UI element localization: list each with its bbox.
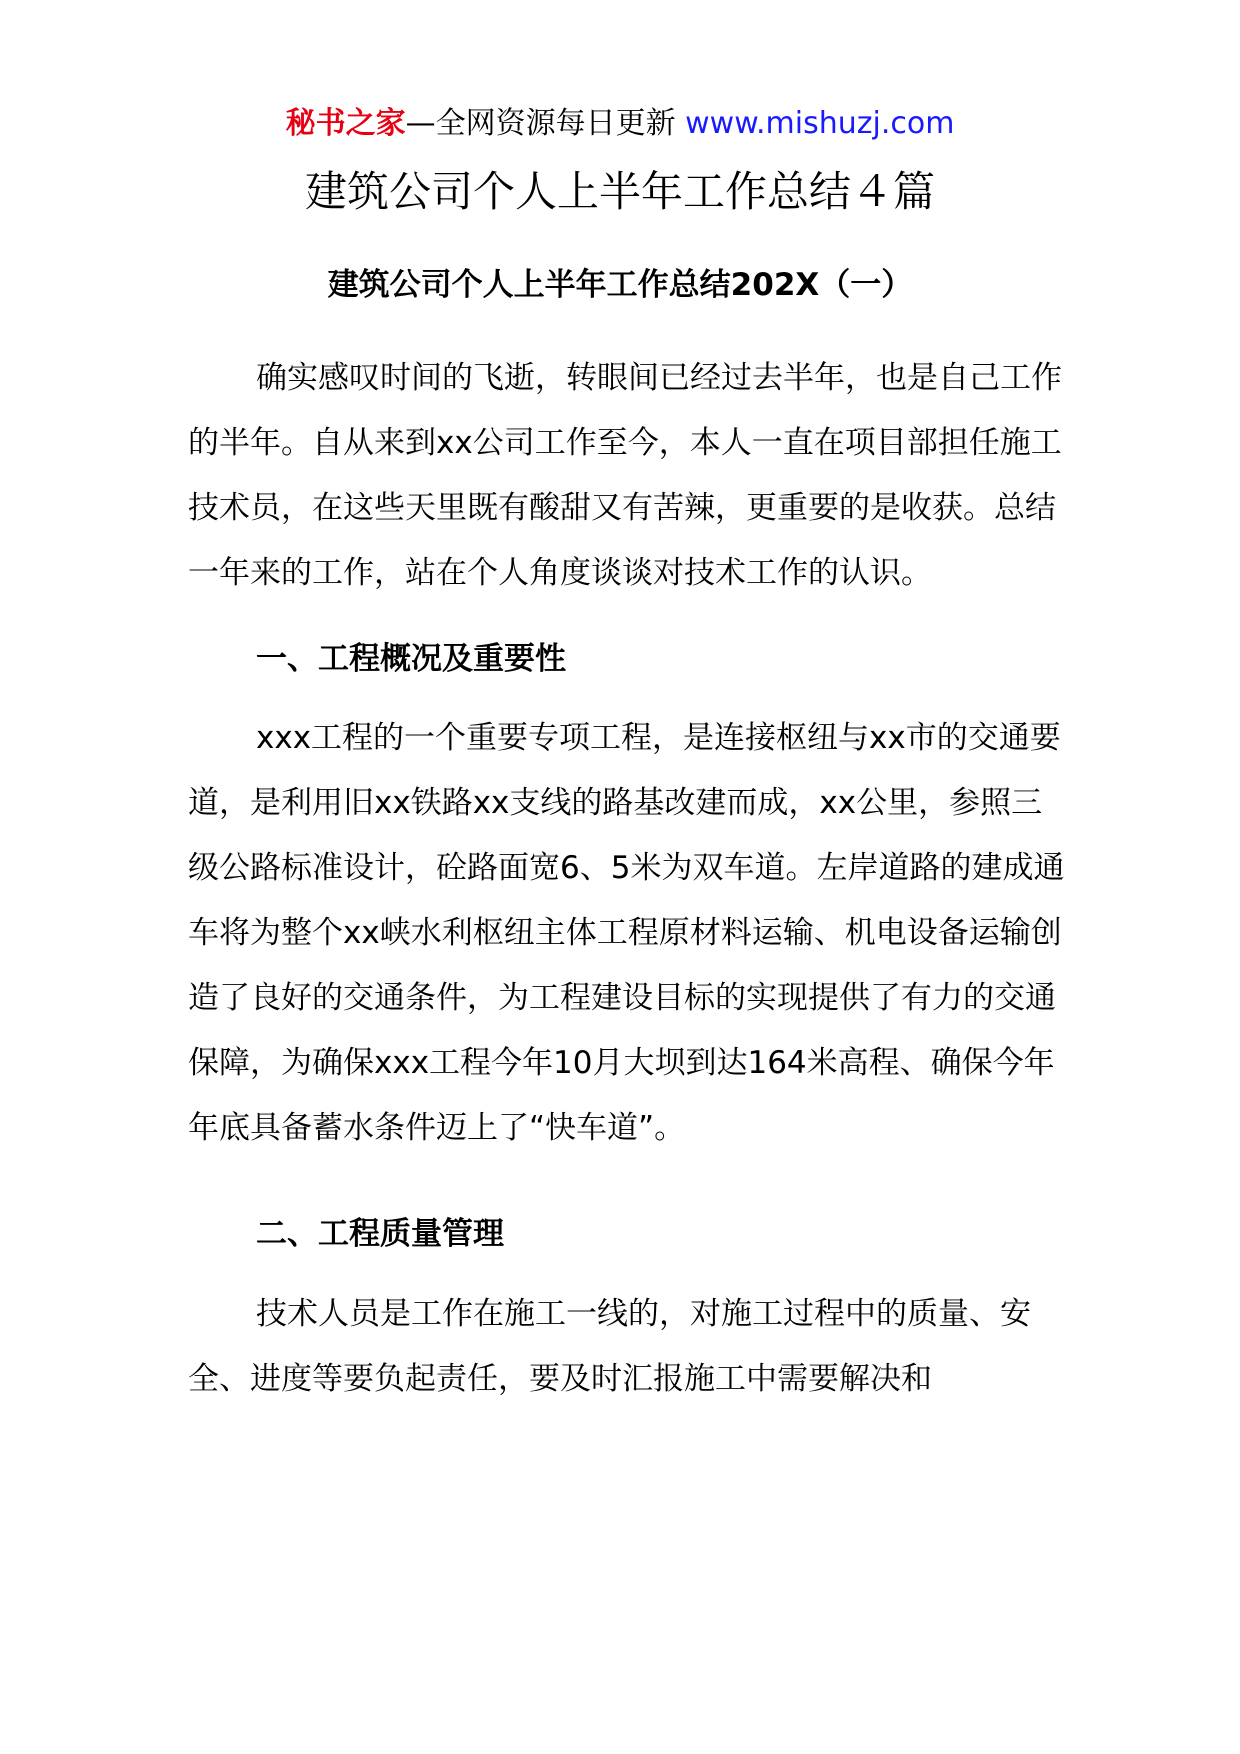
banner-brand: 秘书之家 (285, 106, 406, 141)
document-subtitle: 建筑公司个人上半年工作总结202X（一） (327, 267, 913, 303)
banner-url-link[interactable]: www.mishuzj.com (685, 106, 955, 141)
site-banner (0, 102, 1240, 146)
section-heading-2: 二、工程质量管理 (256, 1216, 504, 1252)
paragraph-block-1 (188, 346, 1068, 606)
paragraph-quality: 技术人员是工作在施工一线的，对施工过程中的质量、安全、进度等要负起责任，要及时汇报施工中需要解决和 (188, 1296, 1031, 1397)
document-title: 建筑公司个人上半年工作总结４篇 (304, 167, 935, 216)
banner-slogan: —全网资源每日更新 (405, 106, 676, 141)
paragraph-block-2 (188, 706, 1068, 1161)
paragraph-intro: 确实感叹时间的飞逝，转眼间已经过去半年，也是自己工作的半年。自从来到xx公司工作至今，本人一直在项目部担任施工技术员，在这些天里既有酸甜又有苦辣，更重要的是收获。总结一年来的工作，站在个人角度谈谈对技术工作的认识。 (188, 360, 1062, 591)
paragraph-overview: xxx工程的一个重要专项工程，是连接枢纽与xx市的交通要道，是利用旧xx铁路xx支线的路基改建而成，xx公里，参照三级公路标准设计，砼路面宽6、5米为双车道。左岸道路的建成通车将为整个xx峡水利枢纽主体工程原材料运输、机电设备运输创造了良好的交通条件，为工程建设目标的实现提供了有力的交通保障，为确保xxx工程今年10月大坝到达164米高程、确保今年年底具备蓄水条件迈上了“快车道”。 (188, 720, 1065, 1146)
paragraph-block-3 (188, 1282, 1068, 1412)
section-heading-1: 一、工程概况及重要性 (256, 641, 566, 677)
